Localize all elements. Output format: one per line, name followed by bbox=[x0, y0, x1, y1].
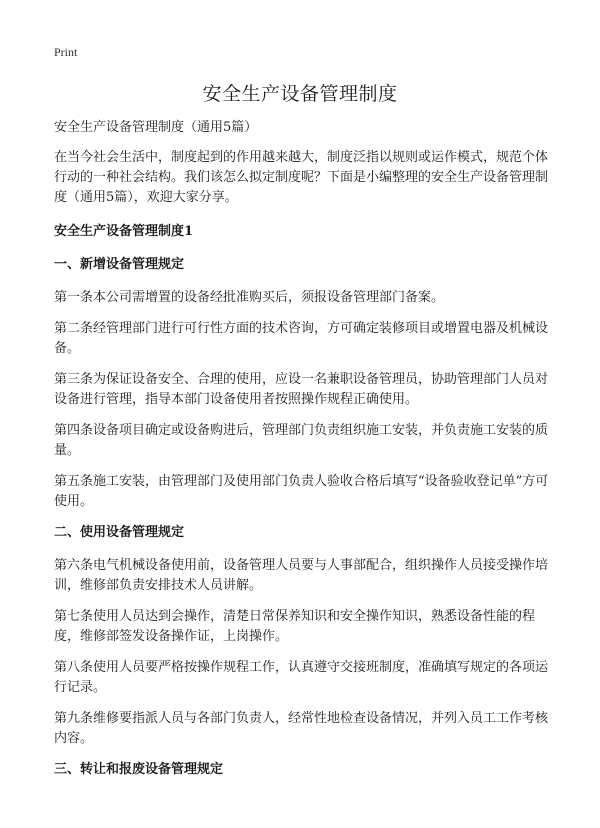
document-subtitle: 安全生产设备管理制度（通用5篇） bbox=[54, 120, 258, 135]
article-paragraph: 第五条施工安装，由管理部门及使用部门负责人验收合格后填写“设备验收登记单”方可使用。 bbox=[54, 474, 549, 509]
section-heading: 二、使用设备管理规定 bbox=[54, 525, 185, 540]
document-body bbox=[54, 118, 554, 793]
article-paragraph: 第一条本公司需增置的设备经批准购买后，须报设备管理部门备案。 bbox=[54, 290, 445, 305]
intro-paragraph: 在当今社会生活中，制度起到的作用越来越大，制度泛指以规则或运作模式，规范个体行动的一种社会结构。我们该怎么拟定制度呢？下面是小编整理的安全生产设备管理制度（通用5篇），欢迎大家分享。 bbox=[54, 150, 549, 205]
article-paragraph: 第三条为保证设备安全、合理的使用，应设一名兼职设备管理员，协助管理部门人员对设备进行管理，指导本部门设备使用者按照操作规程正确使用。 bbox=[54, 372, 549, 407]
section-heading: 一、新增设备管理规定 bbox=[54, 257, 185, 272]
print-link[interactable]: Print bbox=[54, 45, 78, 59]
part-heading: 安全生产设备管理制度1 bbox=[54, 224, 194, 239]
article-paragraph: 第七条使用人员达到会操作，清楚日常保养知识和安全操作知识，熟悉设备性能的程度，维修部签发设备操作证，上岗操作。 bbox=[54, 609, 536, 644]
article-paragraph: 第六条电气机械设备使用前，设备管理人员要与人事部配合，组织操作人员接受操作培训，维修部负责安排技术人员讲解。 bbox=[54, 558, 549, 593]
article-paragraph: 第九条维修要指派人员与各部门负责人，经常性地检查设备情况，并列入员工工作考核内容。 bbox=[54, 711, 549, 746]
article-paragraph: 第四条设备项目确定或设备购进后，管理部门负责组织施工安装，并负责施工安装的质量。 bbox=[54, 423, 549, 458]
section-heading: 三、转让和报废设备管理规定 bbox=[54, 762, 224, 777]
article-paragraph: 第八条使用人员要严格按操作规程工作，认真遵守交接班制度，准确填写规定的各项运行记录。 bbox=[54, 660, 549, 695]
page-title: 安全生产设备管理制度 bbox=[202, 83, 398, 105]
article-paragraph: 第二条经管理部门进行可行性方面的技术咨询，方可确定装修项目或增置电器及机械设备。 bbox=[54, 321, 549, 356]
